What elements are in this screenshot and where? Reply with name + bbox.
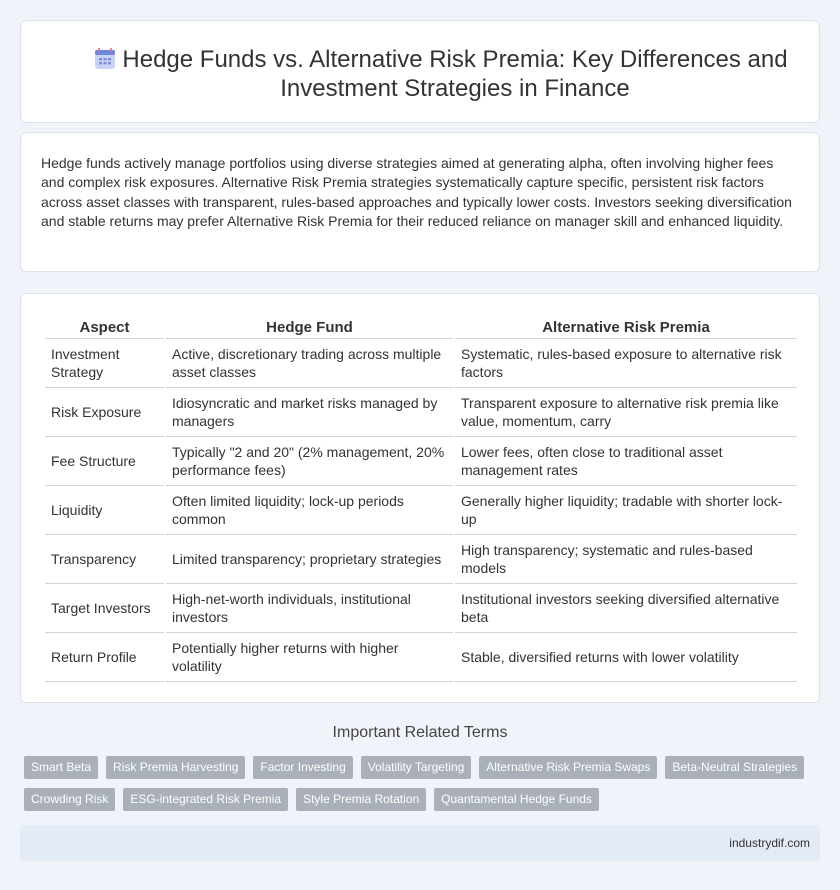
hedge-fund-cell: Often limited liquidity; lock-up periods common — [166, 486, 453, 535]
table-row — [45, 535, 797, 584]
arp-cell: Generally higher liquidity; tradable with shorter lock-up — [455, 486, 797, 535]
hedge-fund-cell: Active, discretionary trading across multiple asset classes — [166, 339, 453, 388]
comparison-table — [43, 316, 799, 682]
title-card — [20, 20, 820, 123]
aspect-cell: Transparency — [45, 535, 164, 584]
aspect-cell: Target Investors — [45, 584, 164, 633]
header-aspect: Aspect — [45, 316, 164, 339]
tag-risk-premia-harvesting[interactable]: Risk Premia Harvesting — [106, 756, 245, 779]
tag-crowding-risk[interactable]: Crowding Risk — [24, 788, 115, 811]
intro-paragraph: Hedge funds actively manage portfolios using diverse strategies aimed at generating alpha, often involving higher fees and complex risk exposures. Alternative Risk Premia strategies systematically capture specific, persistent risk factors across asset classes with transparent, rules-based approaches and typically lower costs. Investors seeking diversification and stable returns may prefer Alternative Risk Premia for their reduced reliance on manager skill and enhanced liquidity. — [41, 155, 792, 230]
hedge-fund-cell: Potentially higher returns with higher volatility — [166, 633, 453, 682]
aspect-cell: Return Profile — [45, 633, 164, 682]
table-row — [45, 339, 797, 388]
comparison-table-card — [20, 293, 820, 703]
table-row — [45, 388, 797, 437]
tag-row — [24, 756, 824, 779]
tag-alternative-risk-premia-swaps[interactable]: Alternative Risk Premia Swaps — [479, 756, 657, 779]
tag-esg-integrated-risk-premia[interactable]: ESG-integrated Risk Premia — [123, 788, 288, 811]
tag-row — [24, 788, 824, 811]
table-row — [45, 633, 797, 682]
table-row — [45, 486, 797, 535]
related-terms-tags — [24, 756, 824, 820]
tag-factor-investing[interactable]: Factor Investing — [253, 756, 352, 779]
tag-volatility-targeting[interactable]: Volatility Targeting — [361, 756, 472, 779]
header-hedge-fund: Hedge Fund — [166, 316, 453, 339]
arp-cell: Stable, diversified returns with lower volatility — [455, 633, 797, 682]
arp-cell: Systematic, rules-based exposure to alternative risk factors — [455, 339, 797, 388]
table-row — [45, 584, 797, 633]
header-alternative-risk-premia: Alternative Risk Premia — [455, 316, 797, 339]
arp-cell: High transparency; systematic and rules-based models — [455, 535, 797, 584]
hedge-fund-cell: Typically "2 and 20" (2% management, 20% performance fees) — [166, 437, 453, 486]
hedge-fund-cell: Idiosyncratic and market risks managed by managers — [166, 388, 453, 437]
aspect-cell: Liquidity — [45, 486, 164, 535]
tag-beta-neutral-strategies[interactable]: Beta-Neutral Strategies — [665, 756, 804, 779]
hedge-fund-cell: High-net-worth individuals, institutional investors — [166, 584, 453, 633]
footer — [20, 825, 820, 861]
tag-quantamental-hedge-funds[interactable]: Quantamental Hedge Funds — [434, 788, 599, 811]
page-title: Hedge Funds vs. Alternative Risk Premia: Key Differences and Investment Strategies in Finance — [122, 46, 788, 102]
arp-cell: Institutional investors seeking diversified alternative beta — [455, 584, 797, 633]
table-row — [45, 437, 797, 486]
tag-smart-beta[interactable]: Smart Beta — [24, 756, 98, 779]
hedge-fund-cell: Limited transparency; proprietary strategies — [166, 535, 453, 584]
arp-cell: Transparent exposure to alternative risk premia like value, momentum, carry — [455, 388, 797, 437]
tag-style-premia-rotation[interactable]: Style Premia Rotation — [296, 788, 426, 811]
arp-cell: Lower fees, often close to traditional asset management rates — [455, 437, 797, 486]
table-header-row — [45, 316, 797, 339]
aspect-cell: Investment Strategy — [45, 339, 164, 388]
intro-card — [20, 132, 820, 272]
aspect-cell: Risk Exposure — [45, 388, 164, 437]
related-terms-title: Important Related Terms — [332, 724, 508, 741]
aspect-cell: Fee Structure — [45, 437, 164, 486]
footer-site-link[interactable]: industrydif.com — [729, 836, 810, 850]
